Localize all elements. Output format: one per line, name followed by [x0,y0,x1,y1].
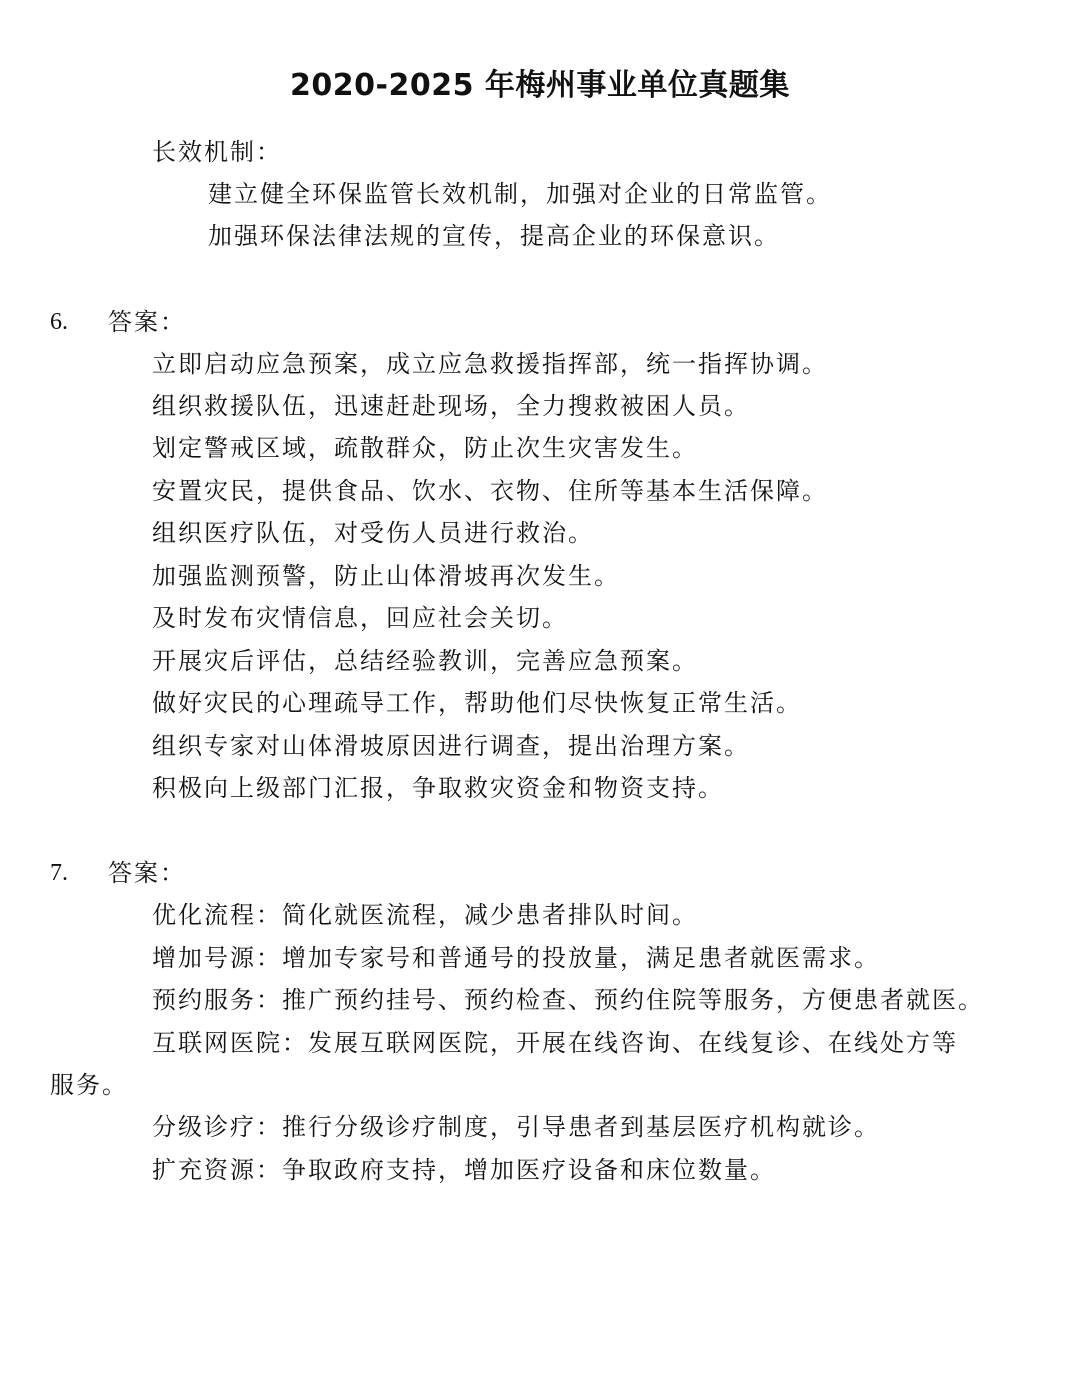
q7-item: 优化流程：简化就医流程，减少患者排队时间。 [152,901,698,929]
question-number-6: 6. [50,309,68,335]
q6-item: 开展灾后评估，总结经验教训，完善应急预案。 [152,647,698,675]
q7-item: 预约服务：推广预约挂号、预约检查、预约住院等服务，方便患者就医。 [152,986,984,1014]
q6-item: 立即启动应急预案，成立应急救援指挥部，统一指挥协调。 [152,350,828,378]
q6-item: 组织专家对山体滑坡原因进行调查，提出治理方案。 [152,732,750,760]
q6-item: 划定警戒区域，疏散群众，防止次生灾害发生。 [152,434,698,462]
q6-item: 积极向上级部门汇报，争取救灾资金和物资支持。 [152,774,724,802]
page-title: 2020-2025 年梅州事业单位真题集 [290,68,790,103]
q7-item: 增加号源：增加专家号和普通号的投放量，满足患者就医需求。 [152,944,880,972]
q6-item: 组织医疗队伍，对受伤人员进行救治。 [152,519,594,547]
answer-label-6: 答案： [108,308,186,336]
q7-item-continuation: 服务。 [50,1071,128,1099]
q7-item: 互联网医院：发展互联网医院，开展在线咨询、在线复诊、在线处方等 [152,1029,958,1057]
question-number-7: 7. [50,860,68,886]
q6-item: 组织救援队伍，迅速赶赴现场，全力搜救被困人员。 [152,392,750,420]
q6-item: 加强监测预警，防止山体滑坡再次发生。 [152,562,620,590]
q7-item: 扩充资源：争取政府支持，增加医疗设备和床位数量。 [152,1156,776,1184]
q6-item: 及时发布灾情信息，回应社会关切。 [152,604,568,632]
mechanism-item: 建立健全环保监管长效机制，加强对企业的日常监管。 [208,180,832,208]
q7-item: 分级诊疗：推行分级诊疗制度，引导患者到基层医疗机构就诊。 [152,1113,880,1141]
section-heading-mechanism: 长效机制： [152,138,282,166]
q6-item: 做好灾民的心理疏导工作，帮助他们尽快恢复正常生活。 [152,689,802,717]
mechanism-item: 加强环保法律法规的宣传，提高企业的环保意识。 [208,222,780,250]
q6-item: 安置灾民，提供食品、饮水、衣物、住所等基本生活保障。 [152,477,828,505]
answer-label-7: 答案： [108,859,186,887]
